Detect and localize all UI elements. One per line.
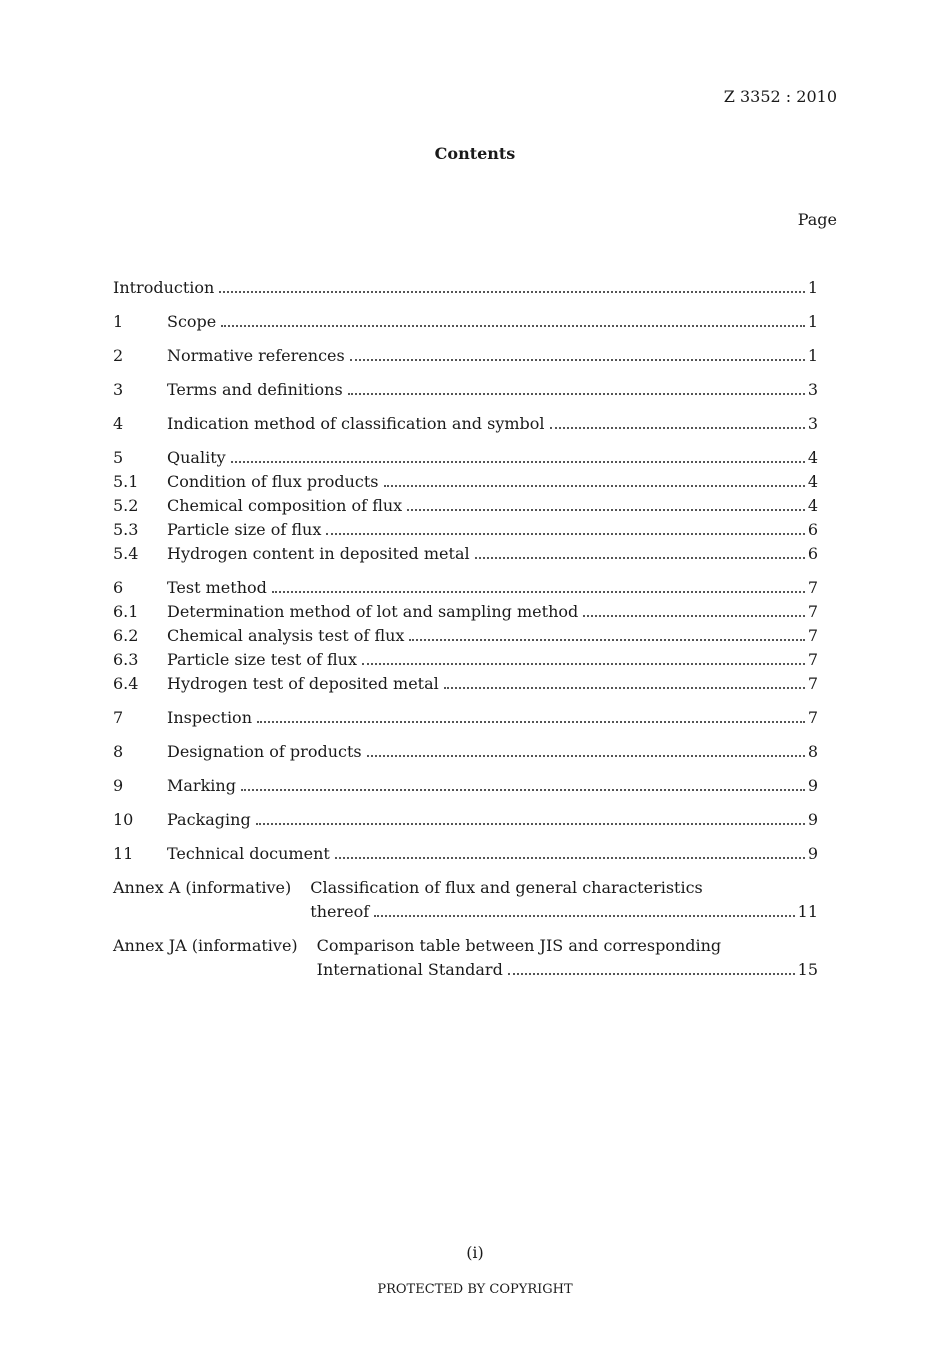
toc-entry-page: 7 [807, 602, 818, 621]
toc-entry-page: 6 [807, 544, 818, 563]
toc-entry-number: 6.4 [113, 674, 139, 693]
toc-entry-number: 6 [113, 578, 124, 597]
toc-entry-title: Chemical analysis test of flux [167, 626, 405, 645]
toc-entry-page: 7 [807, 650, 818, 669]
toc-entry-page: 3 [807, 414, 818, 433]
dot-leader [362, 663, 805, 665]
toc-entry [113, 576, 818, 600]
dot-leader [272, 591, 805, 593]
annex-label: Annex JA (informative) [113, 936, 298, 955]
dot-leader [367, 755, 805, 757]
dot-leader [550, 427, 805, 429]
annex-page: 15 [797, 960, 818, 979]
toc-entry-title: Introduction [113, 278, 215, 297]
toc-entry-title: Packaging [167, 810, 251, 829]
toc-entry-page: 9 [807, 844, 818, 863]
dot-leader [407, 509, 805, 511]
toc-entry-page: 4 [807, 472, 818, 491]
toc-entry-number: 6.3 [113, 650, 139, 669]
toc-entry-number: 2 [113, 346, 124, 365]
toc-entry-page: 9 [807, 776, 818, 795]
toc-entry-title: Hydrogen content in deposited metal [167, 544, 470, 563]
toc-entry-number: 1 [113, 312, 124, 331]
toc-entry-number: 4 [113, 414, 124, 433]
toc-entry-title: Hydrogen test of deposited metal [167, 674, 439, 693]
page-title: Contents [434, 144, 516, 163]
dot-leader [583, 615, 805, 617]
toc-entry [113, 672, 818, 696]
toc-entry [113, 842, 818, 866]
dot-leader [221, 325, 805, 327]
toc-entry-number: 5.3 [113, 520, 139, 539]
toc-entry-title: Terms and definitions [167, 380, 343, 399]
toc-entry [113, 494, 818, 518]
toc-entry-number: 5.4 [113, 544, 139, 563]
toc-entry-title: Particle size of flux [167, 520, 322, 539]
toc-entry-page: 1 [807, 346, 818, 365]
annex-title-line: thereof [310, 902, 370, 921]
toc-entry-page: 3 [807, 380, 818, 399]
toc-entry [113, 276, 818, 300]
toc-entry-number: 3 [113, 380, 124, 399]
toc-entry [113, 412, 818, 436]
annex-title-line: Comparison table between JIS and corresponding [316, 936, 722, 955]
toc-entry [113, 808, 818, 832]
annex-entry [113, 934, 818, 982]
toc-entry-number: 7 [113, 708, 124, 727]
annex-label: Annex A (informative) [113, 878, 292, 897]
dot-leader [219, 291, 804, 293]
toc-entry-page: 4 [807, 448, 818, 467]
toc-entry-page: 4 [807, 496, 818, 515]
dot-leader [256, 823, 805, 825]
toc-entry-number: 6.2 [113, 626, 139, 645]
toc-entry [113, 344, 818, 368]
toc-entry-page: 9 [807, 810, 818, 829]
toc-entry-page: 7 [807, 578, 818, 597]
toc-entry [113, 310, 818, 334]
toc-entry-number: 11 [113, 844, 134, 863]
toc-entry-title: Chemical composition of flux [167, 496, 403, 515]
annex-title-line: International Standard [316, 960, 503, 979]
toc-entry-title: Quality [167, 448, 226, 467]
toc-entry-page: 1 [807, 278, 818, 297]
dot-leader [374, 915, 795, 917]
toc-entries [113, 276, 818, 866]
toc-entry-page: 8 [807, 742, 818, 761]
toc-entry-number: 10 [113, 810, 134, 829]
annex-title-continuation [310, 900, 818, 924]
dot-leader [326, 533, 804, 535]
toc-entry [113, 624, 818, 648]
annex-entry [113, 876, 818, 924]
toc-entry-title: Indication method of classification and symbol [167, 414, 545, 433]
annex-title-line: Classification of flux and general characteristics [310, 878, 703, 897]
toc-entry-title: Determination method of lot and sampling method [167, 602, 579, 621]
copyright-notice: PROTECTED BY COPYRIGHT [377, 1282, 573, 1297]
document-number: Z 3352 : 2010 [723, 87, 837, 106]
toc-entry-page: 7 [807, 708, 818, 727]
toc-entry [113, 648, 818, 672]
dot-leader [257, 721, 805, 723]
dot-leader [475, 557, 805, 559]
annex-title-block [310, 876, 818, 924]
toc-entry-title: Technical document [167, 844, 330, 863]
toc-entry [113, 774, 818, 798]
toc-entry-number: 5.2 [113, 496, 139, 515]
toc-entry-title: Normative references [167, 346, 345, 365]
toc-entry [113, 446, 818, 470]
toc-entry-page: 6 [807, 520, 818, 539]
dot-leader [241, 789, 805, 791]
toc-entry [113, 470, 818, 494]
dot-leader [444, 687, 805, 689]
toc-entry [113, 706, 818, 730]
toc-entry-title: Marking [167, 776, 236, 795]
dot-leader [409, 639, 804, 641]
toc-entry [113, 378, 818, 402]
dot-leader [384, 485, 805, 487]
toc-entry-title: Designation of products [167, 742, 362, 761]
toc-entry-title: Scope [167, 312, 217, 331]
toc-entry [113, 542, 818, 566]
toc-entry [113, 518, 818, 542]
toc-entry-page: 1 [807, 312, 818, 331]
toc-entry-title: Inspection [167, 708, 252, 727]
annex-page: 11 [797, 902, 818, 921]
toc-entry-title: Test method [167, 578, 267, 597]
toc-entry-number: 5 [113, 448, 124, 467]
toc-entry-number: 9 [113, 776, 124, 795]
toc-entry-page: 7 [807, 674, 818, 693]
page-column-heading: Page [797, 210, 837, 229]
toc-entry-number: 8 [113, 742, 124, 761]
annex-entries [113, 876, 818, 982]
toc-entry-page: 7 [807, 626, 818, 645]
toc-entry-number: 5.1 [113, 472, 139, 491]
dot-leader [231, 461, 805, 463]
toc-entry-title: Particle size test of flux [167, 650, 357, 669]
annex-title-continuation [317, 958, 818, 982]
page-number: (i) [466, 1243, 484, 1262]
table-of-contents [113, 276, 818, 982]
dot-leader [350, 359, 805, 361]
toc-entry [113, 740, 818, 764]
annex-title-block [317, 934, 818, 982]
toc-entry-title: Condition of flux products [167, 472, 379, 491]
dot-leader [335, 857, 805, 859]
toc-entry [113, 600, 818, 624]
dot-leader [348, 393, 805, 395]
toc-entry-number: 6.1 [113, 602, 139, 621]
dot-leader [508, 973, 795, 975]
